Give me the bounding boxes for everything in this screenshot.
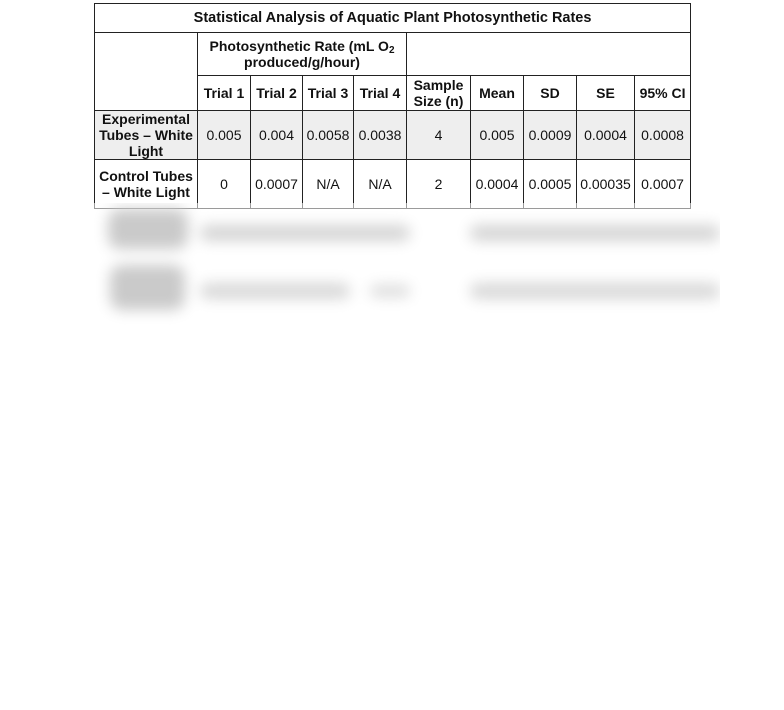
table-row — [95, 111, 691, 160]
group-header-text: Photosynthetic Rate (mL O — [209, 38, 389, 54]
table-cell: 0.0008 — [635, 111, 691, 160]
table-cell: 0.0004 — [577, 111, 635, 160]
column-header: Mean — [471, 76, 524, 111]
stats-table — [94, 3, 691, 209]
column-header: SD — [524, 76, 577, 111]
row-label: Control Tubes – White Light — [95, 160, 198, 209]
group-header-tail: produced/g/hour) — [244, 54, 360, 70]
table-cell: 0 — [198, 160, 251, 209]
column-header: Trial 1 — [198, 76, 251, 111]
row-label: Experimental Tubes – White Light — [95, 111, 198, 160]
corner-cell — [95, 33, 198, 111]
table-cell: 0.0058 — [303, 111, 354, 160]
table-cell: N/A — [354, 160, 407, 209]
table-cell: 0.004 — [251, 111, 303, 160]
column-header: SE — [577, 76, 635, 111]
table-cell: 0.0009 — [524, 111, 577, 160]
blurred-region — [80, 203, 720, 333]
column-header: Trial 3 — [303, 76, 354, 111]
table-cell: 0.005 — [198, 111, 251, 160]
table-cell: 0.0007 — [251, 160, 303, 209]
table-row — [95, 160, 691, 209]
table-cell: 4 — [407, 111, 471, 160]
table-cell: 2 — [407, 160, 471, 209]
column-header: 95% CI — [635, 76, 691, 111]
blur-fog-overlay — [80, 203, 720, 333]
table-cell: 0.0038 — [354, 111, 407, 160]
table-cell: 0.0007 — [635, 160, 691, 209]
column-header: Sample Size (n) — [407, 76, 471, 111]
group-header-subscript: 2 — [388, 45, 395, 56]
table-cell: 0.0005 — [524, 160, 577, 209]
group-header-empty — [407, 33, 691, 76]
table-cell: 0.0004 — [471, 160, 524, 209]
table-cell: 0.005 — [471, 111, 524, 160]
stats-table-container — [94, 3, 690, 209]
table-title: Statistical Analysis of Aquatic Plant Photosynthetic Rates — [95, 4, 691, 33]
column-header: Trial 4 — [354, 76, 407, 111]
column-header: Trial 2 — [251, 76, 303, 111]
group-header-photosynthetic-rate — [198, 33, 407, 76]
table-cell: 0.00035 — [577, 160, 635, 209]
table-cell: N/A — [303, 160, 354, 209]
